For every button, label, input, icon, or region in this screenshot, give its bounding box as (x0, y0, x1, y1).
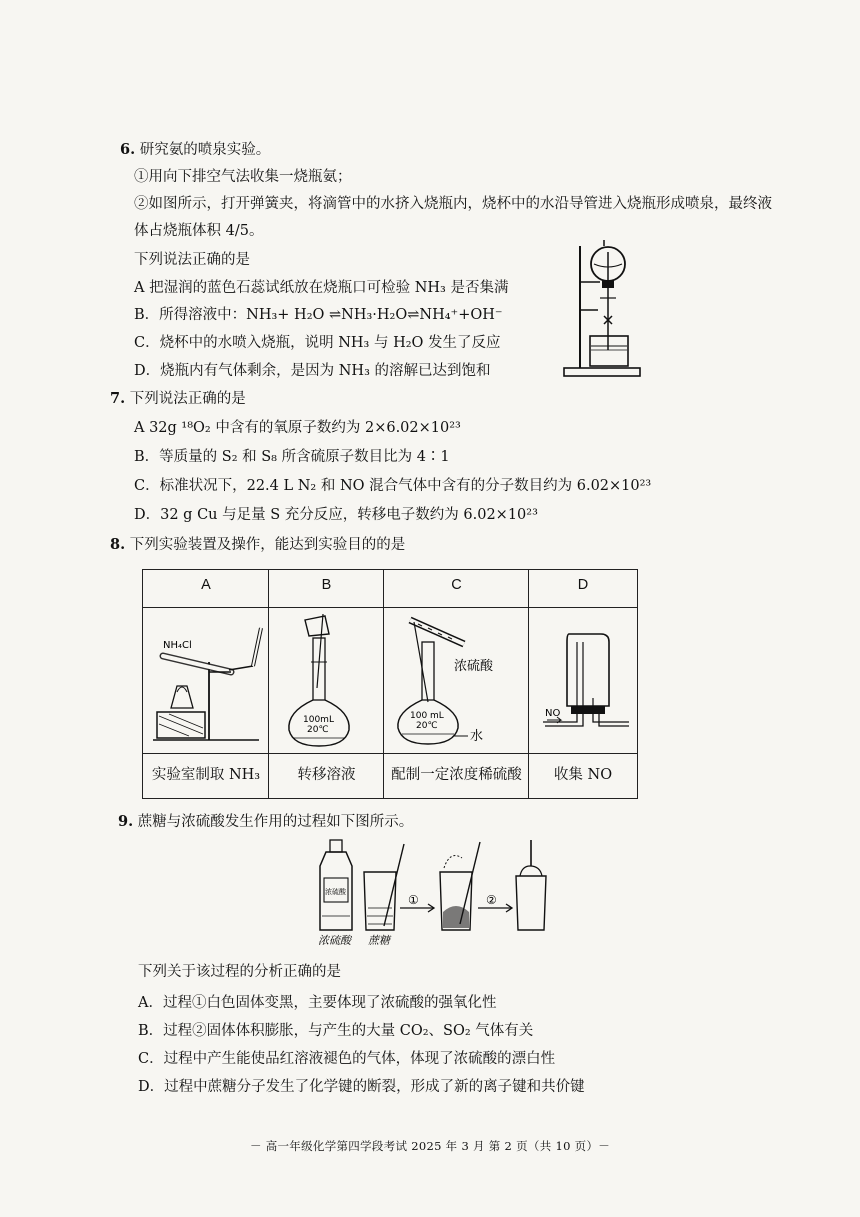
svg-text:浓硫酸: 浓硫酸 (325, 888, 346, 896)
question-text: 下列说法正确的是 (129, 391, 246, 407)
svg-text:100mL: 100mL (303, 715, 334, 725)
sugar-dehydration-figure (312, 836, 552, 948)
q6-option-c: C．烧杯中的水喷入烧瓶，说明 NH₃ 与 H₂O 发生了反应 (134, 335, 501, 351)
question-text: 下列实验装置及操作，能达到实验目的的是 (129, 537, 406, 553)
q7-option-a: A 32g ¹⁸O₂ 中含有的氧原子数约为 2×6.02×10²³ (134, 420, 461, 436)
table-caption-c: 配制一定浓度稀硫酸 (391, 767, 522, 783)
table-header-d: D (577, 577, 589, 593)
question-number: 6. (120, 141, 136, 158)
q9-option-c: C．过程中产生能使品红溶液褪色的气体，体现了浓硫酸的漂白性 (138, 1051, 556, 1067)
svg-text:②: ② (486, 893, 497, 907)
svg-text:NH₄Cl: NH₄Cl (163, 640, 192, 651)
svg-text:蔗糖: 蔗糖 (368, 934, 390, 947)
table-header-b: B (321, 577, 332, 593)
question-number: 9. (118, 813, 134, 830)
page-footer: － 高一年级化学第四学段考试 2025 年 3 月 第 2 页（共 10 页）－ (249, 1139, 611, 1153)
q6-step-1: ①用向下排空气法收集一烧瓶氨； (134, 169, 352, 185)
q9-option-a: A．过程①白色固体变黑，主要体现了浓硫酸的强氧化性 (138, 995, 497, 1011)
question-8-stem (110, 535, 405, 555)
table-caption-a: 实验室制取 NH₃ (151, 767, 261, 783)
figure-b-volumetric-flask (273, 612, 381, 748)
question-number: 7. (110, 390, 126, 407)
q6-option-a: A 把湿润的蓝色石蕊试纸放在烧瓶口可检验 NH₃ 是否集满 (134, 280, 509, 296)
question-6-stem (120, 140, 270, 160)
figure-a-nh3-apparatus (149, 612, 267, 748)
q6-option-d: D．烧瓶内有气体剩余，是因为 NH₃ 的溶解已达到饱和 (134, 363, 491, 379)
table-caption-b: 转移溶液 (297, 767, 356, 783)
table-header-c: C (451, 577, 462, 593)
question-7-stem (110, 389, 246, 409)
svg-text:浓硫酸: 浓硫酸 (454, 659, 494, 674)
svg-text:20℃: 20℃ (416, 721, 438, 731)
question-number: 8. (110, 536, 126, 553)
svg-text:20℃: 20℃ (307, 725, 329, 735)
q9-option-b: B．过程②固体体积膨胀，与产生的大量 CO₂、SO₂ 气体有关 (138, 1023, 534, 1039)
figure-c-dilution (388, 612, 528, 748)
table-caption-d: 收集 NO (553, 767, 613, 783)
q8-options-table (142, 569, 638, 799)
q9-option-d: D．过程中蔗糖分子发生了化学键的断裂，形成了新的离子键和共价键 (138, 1079, 585, 1095)
q7-option-b: B．等质量的 S₂ 和 S₈ 所含硫原子数目比为 4∶1 (134, 449, 450, 465)
q6-prompt: 下列说法正确的是 (134, 252, 250, 268)
table-header-a: A (201, 577, 211, 593)
q6-step-2-line-1: ②如图所示，打开弹簧夹，将滴管中的水挤入烧瓶内，烧杯中的水沿导管进入烧瓶形成喷泉，最终液 (134, 196, 772, 212)
question-text: 蔗糖与浓硫酸发生作用的过程如下图所示。 (137, 814, 414, 830)
q7-option-c: C．标准状况下，22.4 L N₂ 和 NO 混合气体中含有的分子数目约为 6.02×10²³ (134, 478, 652, 494)
q7-option-d: D．32 g Cu 与足量 S 充分反应，转移电子数约为 6.02×10²³ (134, 507, 538, 523)
question-text: 研究氨的喷泉实验。 (139, 142, 271, 158)
svg-text:①: ① (408, 893, 419, 907)
q6-option-b: B．所得溶液中：NH₃+ H₂O ⇌NH₃·H₂O⇌NH₄⁺+OH⁻ (134, 307, 503, 323)
svg-text:浓硫酸: 浓硫酸 (318, 934, 351, 947)
svg-text:NO: NO (545, 708, 561, 719)
svg-text:100 mL: 100 mL (410, 711, 444, 721)
figure-d-gas-collection (533, 612, 637, 748)
q6-step-2-line-2: 体占烧瓶体积 4/5。 (134, 223, 264, 239)
svg-text:水: 水 (470, 729, 484, 744)
fountain-apparatus-figure (560, 240, 660, 382)
q9-prompt: 下列关于该过程的分析正确的是 (138, 964, 341, 980)
question-9-stem (118, 812, 413, 832)
